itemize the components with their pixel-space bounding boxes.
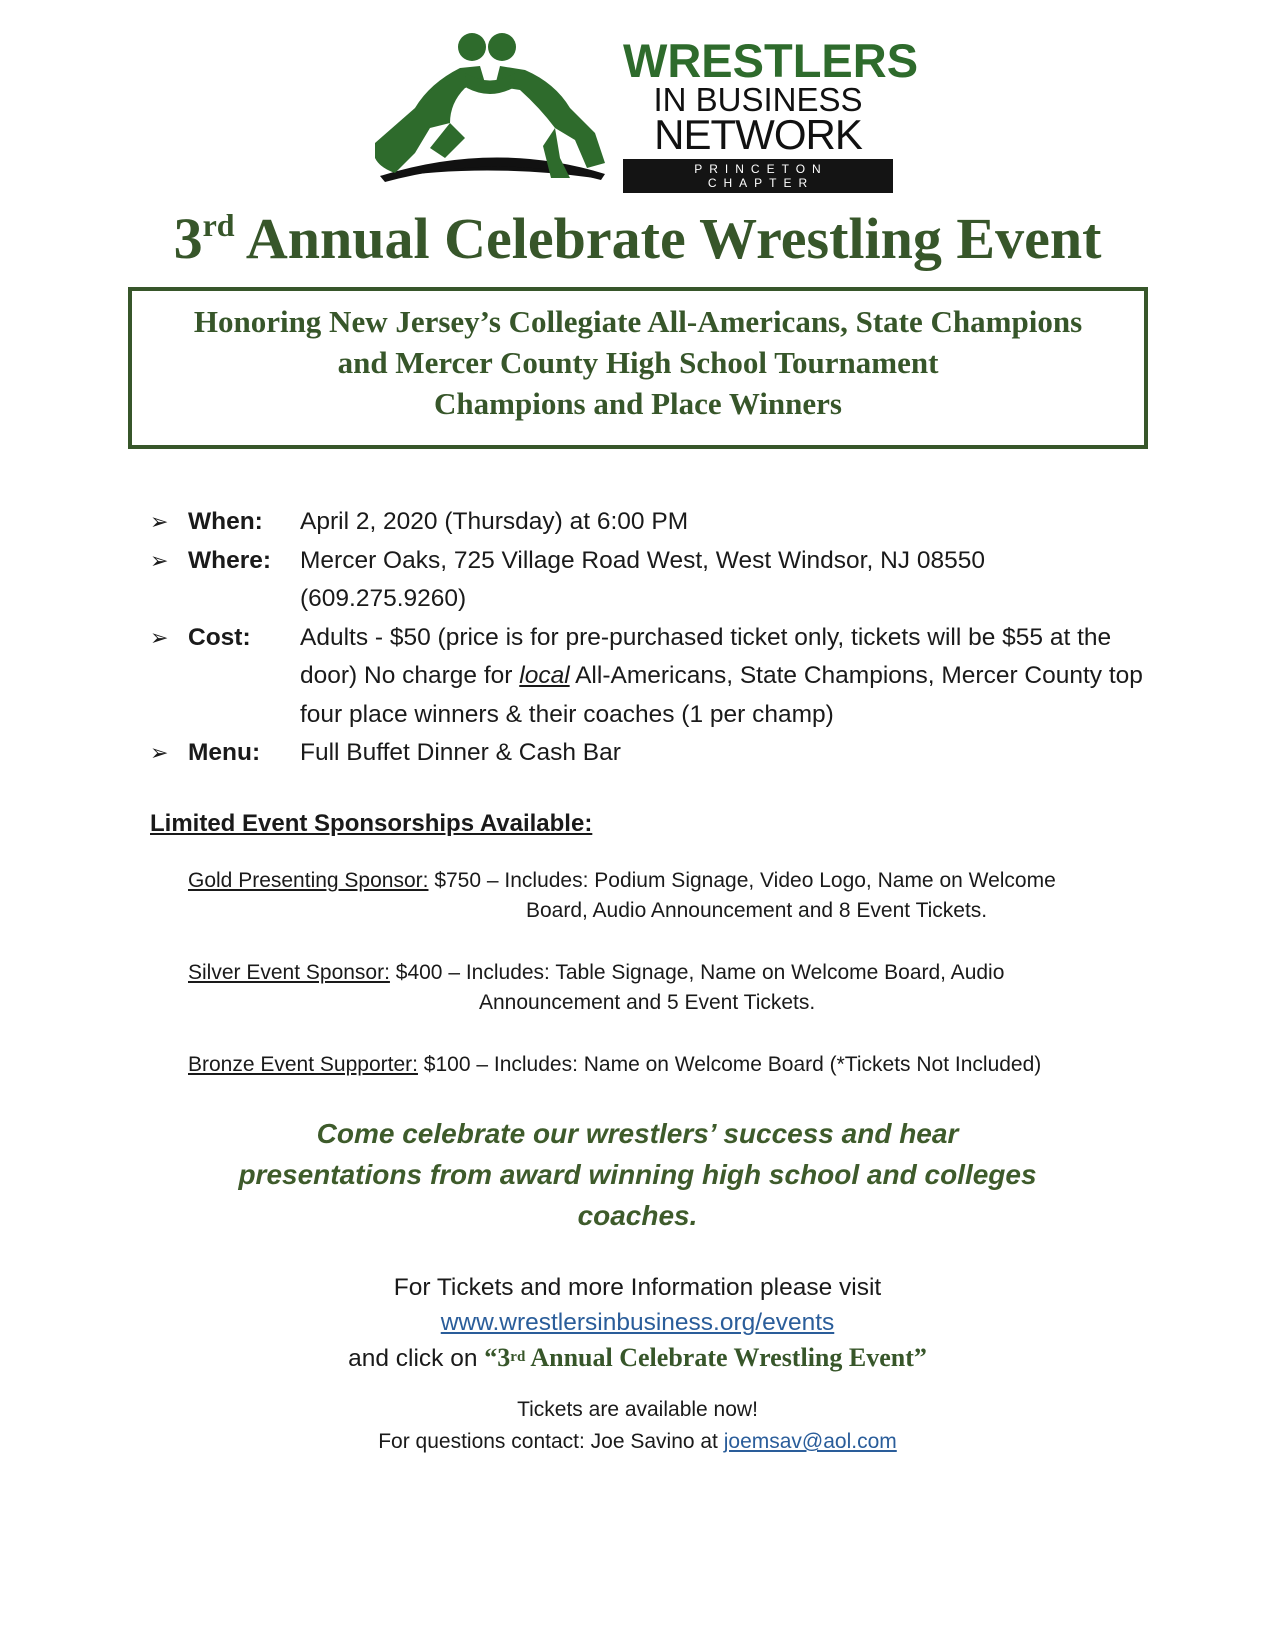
click-prefix: and click on <box>348 1345 485 1372</box>
silver-sponsor-name: Silver Event Sponsor: <box>188 961 390 984</box>
cost-part-1: Adults - $50 (price is for pre-purchased ticket only, tickets will be $55 at the door) No charge for <box>300 623 1112 689</box>
cost-part-2: All-Americans, State Champions, Mercer County top four place winners & their coaches (1 per champ) <box>300 662 1143 728</box>
menu-label: Menu: <box>188 739 261 766</box>
gold-sponsor-name: Gold Presenting Sponsor: <box>188 869 429 892</box>
celebrate-message <box>0 1113 1275 1236</box>
menu-value: Full Buffet Dinner & Cash Bar <box>300 739 621 766</box>
events-link[interactable]: www.wrestlersinbusiness.org/events <box>440 1309 835 1336</box>
event-ref-sup: rd <box>510 1349 526 1365</box>
honor-line-2: and Mercer County High School Tournament <box>337 345 939 380</box>
gold-sponsor <box>188 866 1056 896</box>
wrestlers-figures-icon <box>355 28 625 193</box>
tickets-line-1: For Tickets and more Information please visit <box>393 1274 882 1301</box>
logo-chapter: PRINCETON CHAPTER <box>623 159 893 193</box>
celebrate-line-2: presentations from award winning high school and colleges <box>238 1159 1037 1190</box>
honor-line-3: Champions and Place Winners <box>434 386 842 421</box>
contact-line <box>0 1426 1275 1458</box>
gold-sponsor-desc: $750 – Includes: Podium Signage, Video Logo, Name on Welcome <box>428 869 1056 892</box>
celebrate-line-3: coaches. <box>577 1200 698 1231</box>
contact-email-link[interactable]: joemsav@aol.com <box>723 1430 897 1453</box>
when-value: April 2, 2020 (Thursday) at 6:00 PM <box>300 508 689 535</box>
detail-cost <box>150 619 1150 735</box>
tickets-info <box>0 1270 1275 1376</box>
logo <box>355 28 919 193</box>
title-sup: rd <box>202 207 235 243</box>
event-details <box>150 503 1150 773</box>
event-ref-rest: Annual Celebrate Wrestling Event” <box>525 1343 927 1372</box>
bronze-sponsor-name: Bronze Event Supporter: <box>188 1053 418 1076</box>
bronze-sponsor <box>188 1050 1041 1080</box>
cost-local: local <box>519 662 570 689</box>
gold-sponsor-desc-2: Board, Audio Announcement and 8 Event Tickets. <box>526 899 988 922</box>
arrow-bullet-icon: ➢ <box>150 509 169 534</box>
logo-text <box>623 34 919 193</box>
when-label: When: <box>188 508 263 535</box>
silver-sponsor <box>188 958 1004 988</box>
honor-box <box>128 287 1148 449</box>
logo-in-business: IN BUSINESS <box>653 81 863 118</box>
arrow-bullet-icon: ➢ <box>150 547 169 573</box>
silver-sponsor-desc: $400 – Includes: Table Signage, Name on Welcome Board, Audio <box>389 961 1005 984</box>
arrow-bullet-icon: ➢ <box>150 740 169 765</box>
bronze-sponsor-desc: $100 – Includes: Name on Welcome Board (*Tickets Not Included) <box>417 1053 1042 1076</box>
cost-value <box>300 619 1150 735</box>
tickets-click-line <box>0 1340 1275 1376</box>
detail-where <box>150 542 1150 619</box>
contact-info <box>0 1394 1275 1458</box>
contact-prefix: For questions contact: Joe Savino at <box>378 1430 724 1453</box>
page-title <box>0 205 1275 272</box>
where-label: Where: <box>188 546 272 574</box>
arrow-bullet-icon: ➢ <box>150 624 169 650</box>
tickets-available: Tickets are available now! <box>517 1398 758 1421</box>
silver-sponsor-desc-2: Announcement and 5 Event Tickets. <box>479 991 816 1014</box>
event-reference <box>484 1343 927 1372</box>
detail-when <box>150 503 1150 542</box>
honor-line-1: Honoring New Jersey’s Collegiate All-Americans, State Champions <box>193 304 1083 339</box>
event-ref-open: “3 <box>484 1343 511 1372</box>
where-value: Mercer Oaks, 725 Village Road West, West Windsor, NJ 08550 (609.275.9260) <box>300 546 985 612</box>
logo-wrestlers: WRESTLERS <box>623 34 919 87</box>
logo-network: NETWORK <box>654 111 862 158</box>
sponsorships-heading: Limited Event Sponsorships Available: <box>150 810 593 837</box>
title-rest: Annual Celebrate Wrestling Event <box>234 206 1102 271</box>
title-prefix: 3 <box>173 206 203 271</box>
cost-label: Cost: <box>188 623 251 651</box>
detail-menu <box>150 734 1150 773</box>
celebrate-line-1: Come celebrate our wrestlers’ success and hear <box>316 1118 959 1149</box>
